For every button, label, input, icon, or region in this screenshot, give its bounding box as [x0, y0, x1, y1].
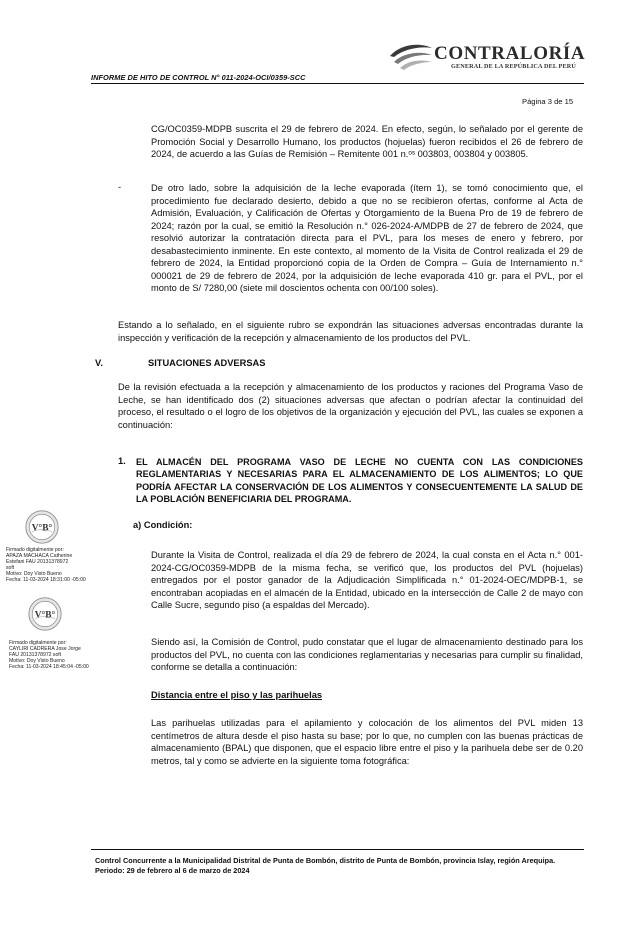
- paragraph-reception-hojuelas: CG/OC0359-MDPB suscrita el 29 de febrero de 2024. En efecto, según, lo señalado por el gerente de Promoción Social y Desarrollo Humano, los productos (hojuelas) fueron recibidos el 26 de febrero de 2024, de acuerdo a las Guías de Remisión – Remitente 001 n.ᵒˢ 003803, 003804 y 003805.: [151, 124, 583, 159]
- section-title: SITUACIONES ADVERSAS: [148, 358, 266, 368]
- signature-line: CAYLIRI CADRERA Jose Jorge: [9, 646, 81, 653]
- paragraph-parihuelas: Las parihuelas utilizadas para el apilamiento y colocación de los alimentos del PVL miden 13 centímetros de altura desde el piso hasta su base; por lo que, no cumplen con las buenas prácticas de almacenamiento (BPAL) que disponen, que el espacio libre entre el piso y la parihuela debe ser de 0.20 metros, tal y como se advierte en la siguiente toma fotográfica:: [151, 718, 583, 766]
- seal-text: V°B°: [34, 610, 56, 621]
- condition-heading: a) Condición:: [133, 520, 193, 530]
- signature-line: Motivo: Doy Visto Bueno: [9, 658, 65, 665]
- paragraph-commission-findings: Siendo así, la Comisión de Control, pudo constatar que el lugar de almacenamiento destinado para los productos del PVL, no cuenta con las condiciones reglamentarias y necesarias para cumplir su finalidad, conforme se detalla a continuación:: [151, 637, 583, 672]
- bullet-dash: -: [118, 182, 122, 192]
- signature-line: FAU 20131378972 soft: [9, 652, 62, 659]
- subsection-heading: Distancia entre el piso y las parihuelas: [151, 690, 323, 700]
- finding-number: 1.: [118, 456, 126, 466]
- logo-subtitle: GENERAL DE LA REPÚBLICA DEL PERÚ: [451, 63, 576, 70]
- signature-line: soft: [6, 565, 15, 572]
- signature-line: Fecha: 11-03-2024 18:45:04 -05:00: [9, 664, 89, 671]
- approval-seal-icon: [28, 597, 62, 631]
- signature-line: Firmado digitalmente por:: [6, 547, 64, 553]
- digital-signature-2: [9, 640, 89, 670]
- signature-line: Firmado digitalmente por:: [9, 640, 67, 646]
- signature-line: Fecha: 11-03-2024 18:31:00 -05:00: [6, 577, 86, 584]
- paragraph-transition: Estando a lo señalado, en el siguiente rubro se expondrán las situaciones adversas encontradas durante la inspección y verificación de la recepción y almacenamiento de los productos del PVL.: [118, 320, 583, 343]
- report-title: INFORME DE HITO DE CONTROL N° 011-2024-OCI/0359-SCC: [91, 73, 306, 82]
- logo-wordmark: CONTRALORÍA: [434, 43, 586, 64]
- seal-text: V°B°: [31, 523, 53, 534]
- footer-entity: Control Concurrente a la Municipalidad Distrital de Punta de Bombón, distrito de Punta de Bombón, provincia Islay, región Arequipa.: [95, 856, 556, 865]
- paragraph-visit-details: Durante la Visita de Control, realizada el día 29 de febrero de 2024, la cual consta en el Acta n.° 001-2024-CG/OC0359-MDPB de la misma fecha, se verificó que, los productos del PVL (hojuelas) entregados por el postor ganador de la Adjudicación Simplificada n.° 01-2024-OEC/MDPB-1, se encontraban acopiadas en el almacén de la Entidad, ubicado en la intersección de Calle 2 de mayo con Calle Sucre, segundo piso (a espaldas del Mercado).: [151, 550, 583, 610]
- finding-title: EL ALMACÉN DEL PROGRAMA VASO DE LECHE NO CUENTA CON LAS CONDICIONES REGLAMENTARIAS Y NECESARIAS PARA EL ALMACENAMIENTO DE LOS ALIMENTOS; LO QUE PODRÍA AFECTAR LA CONSERVACIÓN DE LOS ALIMENTOS Y CONSECUENTEMENTE LA SALUD DE LA POBLACIÓN BENEFICIARIA DEL PROGRAMA.: [136, 457, 583, 505]
- page-number: Página 3 de 15: [522, 97, 574, 106]
- section-number: V.: [95, 358, 103, 368]
- paragraph-review-intro: De la revisión efectuada a la recepción y almacenamiento de los productos y raciones del Programa Vaso de Leche, se han identificado dos (2) situaciones adversas que afectan o podrían afectar la continuidad del proceso, el resultado o el logro de los objetivos de la organización y ejecución del PVL, las cuales se exponen a continuación:: [118, 382, 583, 430]
- header-divider: [91, 83, 584, 84]
- approval-seal-icon: [25, 510, 59, 544]
- footer-divider: [91, 849, 584, 850]
- footer-period: Periodo: 29 de febrero al 6 de marzo de 2024: [95, 866, 250, 875]
- signature-line: APAZA MACHACA Catherine: [6, 553, 73, 560]
- paragraph-leche-evaporada: De otro lado, sobre la adquisición de la leche evaporada (ítem 1), se tomó conocimiento que, el procedimiento fue declarado desierto, debido a que no se recibieron ofertas, conforme al Acta de Admisión, Evaluación, y Calificación de Ofertas y Otorgamiento de la Buena Pro de 19 de febrero de 2024; razón por la cual, se emitió la Resolución n.° 026-2024-A/MDPB de 27 de febrero de 2024, que resolvió autorizar la contratación directa para el PVL, para los meses de enero y febrero, por desabastecimiento inminente. En este contexto, al momento de la Visita de Control realizada el 29 de febrero de 2024, la Entidad proporcionó copia de la Orden de Compra – Guía de Internamiento n.° 000021 de 29 de febrero de 2024, por la adquisición de leche evaporada 410 gr. para el PVL, por el monto de S/ 7280,00 (siete mil doscientos ochenta con 00/100 soles).: [151, 183, 583, 293]
- signature-line: Estefani FAU 20131378972: [6, 559, 69, 566]
- signature-line: Motivo: Doy Visto Bueno: [6, 571, 62, 578]
- digital-signature-1: [6, 547, 86, 584]
